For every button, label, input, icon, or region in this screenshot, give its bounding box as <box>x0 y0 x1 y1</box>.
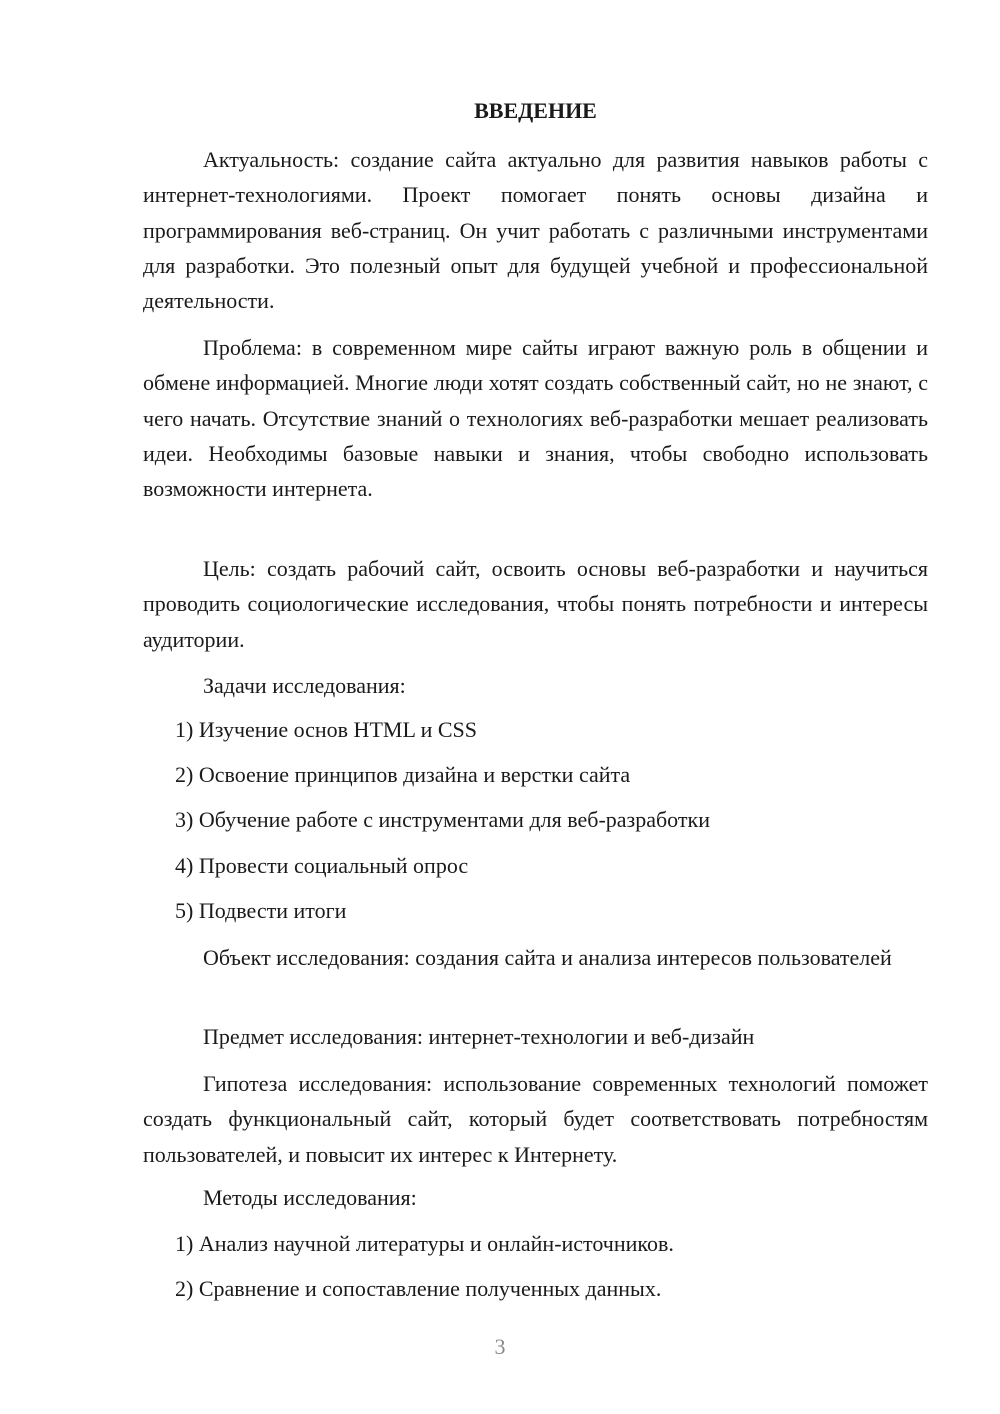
problem-paragraph: Проблема: в современном мире сайты играют важную роль в общении и обмене информацией. Многие люди хотят создать собственный сайт, но не знают, с чего начать. Отсутствие знаний о технологиях веб-разработки мешает реализовать идеи. Необходимы базовые навыки и знания, чтобы свободно использовать возможности интернета. <box>143 335 928 502</box>
task-item: 4) Провести социальный опрос <box>175 853 469 878</box>
goal-paragraph: Цель: создать рабочий сайт, освоить основы веб-разработки и научиться проводить социологические исследования, чтобы понять потребности и интересы аудитории. <box>143 556 928 652</box>
task-item: 1) Изучение основ HTML и CSS <box>175 717 477 742</box>
methods-heading: Методы исследования: <box>203 1185 417 1210</box>
page-title: ВВЕДЕНИЕ <box>474 98 597 123</box>
method-item: 1) Анализ научной литературы и онлайн-источников. <box>175 1231 674 1256</box>
subject-paragraph: Предмет исследования: интернет-технологии и веб-дизайн <box>203 1024 755 1049</box>
method-item: 2) Сравнение и сопоставление полученных данных. <box>175 1276 662 1301</box>
object-paragraph: Объект исследования: создания сайта и анализа интересов пользователей <box>203 945 892 970</box>
task-item: 2) Освоение принципов дизайна и верстки сайта <box>175 762 631 787</box>
task-item: 3) Обучение работе с инструментами для веб-разработки <box>175 807 710 832</box>
hypothesis-paragraph: Гипотеза исследования: использование современных технологий поможет создать функциональный сайт, который будет соответствовать потребностям пользователей, и повысит их интерес к Интернету. <box>143 1071 928 1167</box>
page-number: 3 <box>494 1334 506 1359</box>
task-item: 5) Подвести итоги <box>175 898 347 923</box>
relevance-paragraph: Актуальность: создание сайта актуально для развития навыков работы с интернет-технологиями. Проект помогает понять основы дизайна и программирования веб-страниц. Он учит работать с различными инструментами для разработки. Это полезный опыт для будущей учебной и профессиональной деятельности. <box>143 147 928 314</box>
tasks-heading: Задачи исследования: <box>203 673 406 698</box>
